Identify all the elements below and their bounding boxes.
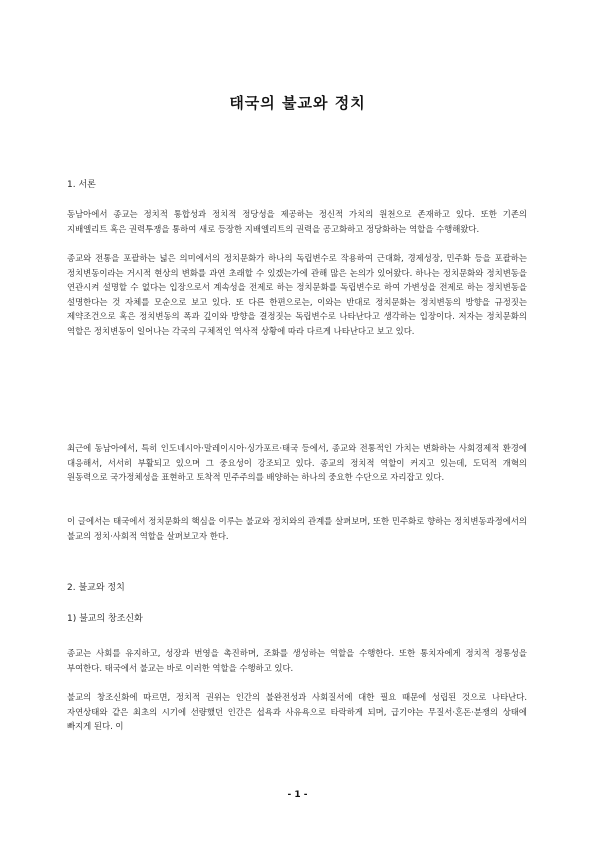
paragraph-intro-4: 이 글에서는 태국에서 정치문화의 핵심을 이루는 불교와 정치와의 관계를 살펴보며, 또한 민주화로 향하는 정치변동과정에서의 불교의 정치·사회적 역할을 살펴보고자 한다. bbox=[67, 516, 527, 541]
page-number: - 1 - bbox=[287, 790, 308, 800]
paragraph-intro-1: 동남아에서 종교는 정치적 통합성과 정치적 정당성을 제공하는 정신적 가치의 원천으로 존재하고 있다. 또한 기존의 지배엘리트 혹은 권력투쟁을 통하여 새로 등장한 지배엘리트의 권력을 공고화하고 정당화하는 역할을 수행해왔다. bbox=[67, 209, 527, 234]
paragraph-intro-3: 최근에 동남아에서, 특히 인도네시아·말레이시아·싱가포르·태국 등에서, 종교와 전통적인 가치는 변화하는 사회경제적 환경에 대응해서, 서서히 부활되고 있으며 그 중요성이 강조되고 있다. 종교의 정치적 역할이 커지고 있는데, 도덕적 개혁의 원동력으로 국가정체성을 표현하고 토착적 민주주의를 배양하는 하나의 중요한 수단으로 자리잡고 있다. bbox=[67, 443, 527, 483]
section-heading-buddhism-and-politics: 2. 불교와 정치 bbox=[67, 583, 125, 593]
section-heading-introduction: 1. 서론 bbox=[67, 180, 96, 190]
subsection-heading-creation-myth: 1) 불교의 창조신화 bbox=[67, 614, 143, 624]
document-title: 태국의 불교와 정치 bbox=[229, 94, 366, 112]
paragraph-myth-1: 종교는 사회를 유지하고, 성장과 번영을 촉진하며, 조화를 생성하는 역할을 수행한다. 또한 통치자에게 정치적 정통성을 부여한다. 태국에서 불교는 바로 이러한 역할을 수행하고 있다. bbox=[67, 648, 527, 673]
paragraph-intro-2: 종교와 전통을 포괄하는 넓은 의미에서의 정치문화가 하나의 독립변수로 작용하여 근대화, 경제성장, 민주화 등을 포괄하는 정치변동이라는 거시적 현상의 변화를 과연 초래할 수 있겠는가에 관해 많은 논의가 있어왔다. 하나는 정치문화와 정치변동을 연관시켜 설명할 수 없다는 입장으로서 계속성을 전제로 하는 정치문화를 독립변수로 하여 가변성을 전제로 하는 정치변동을 설명한다는 것 자체를 모순으로 보고 있다. 또 다른 한편으로는, 이와는 반대로 정치문화는 정치변동의 방향을 규정짓는 제약조건으로 혹은 정치변동의 폭과 깊이와 방향을 결정짓는 독립변수로 나타난다고 생각하는 입장이다. 저자는 정치문화의 역할은 정치변동이 일어나는 각국의 구체적인 역사적 상황에 따라 다르게 나타난다고 보고 있다. bbox=[67, 253, 527, 336]
paragraph-myth-2: 불교의 창조신화에 따르면, 정치적 권위는 인간의 불완전성과 사회질서에 대한 필요 때문에 성립된 것으로 나타난다. 자연상태와 같은 최초의 시기에 선량했던 인간은 섭욕과 사유욕으로 타락하게 되며, 급기야는 무질서·혼돈·분쟁의 상태에 빠지게 된다. 이 bbox=[67, 692, 527, 732]
